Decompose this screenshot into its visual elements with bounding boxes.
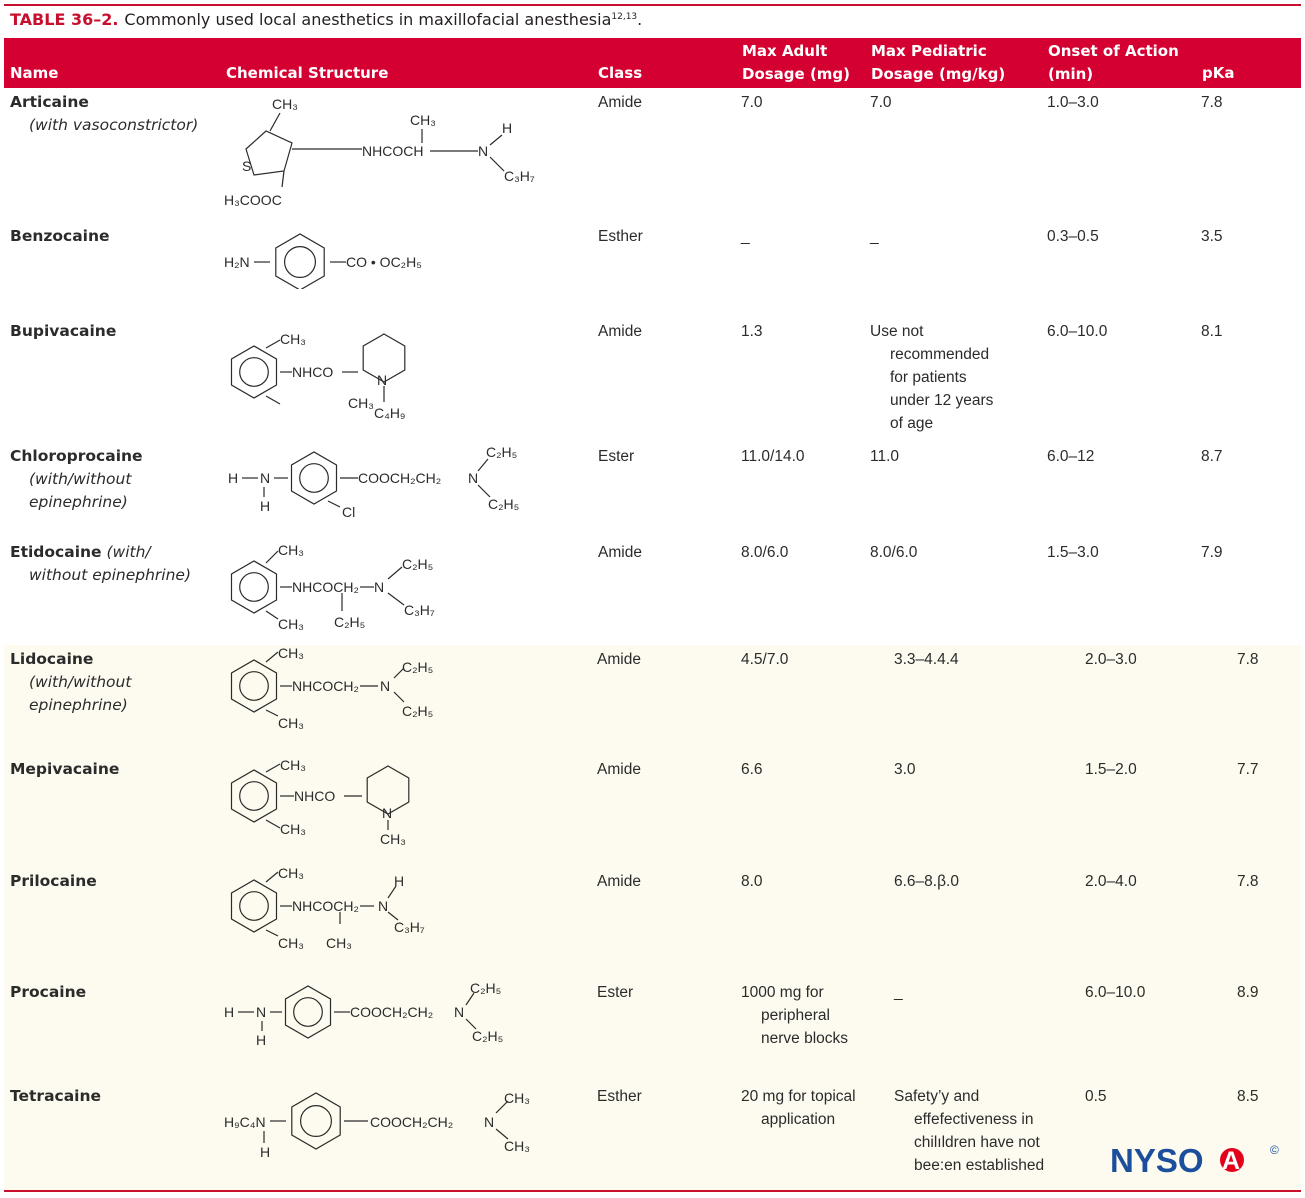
adult-dosage-line: 6.6: [741, 761, 763, 778]
drug-name: Lidocaine: [10, 650, 94, 668]
aromatic-circle: [240, 573, 269, 602]
struct-label: N: [454, 1004, 465, 1020]
onset-cell: 1.5–3.0: [1047, 544, 1099, 561]
drug-name: Etidocaine: [10, 543, 102, 561]
struct-label: C₂H₅: [402, 556, 434, 572]
logo-copyright-mark: ©: [1270, 1143, 1279, 1157]
struct-label: C₂H₅: [402, 659, 434, 675]
logo-ring-letter: A: [1222, 1147, 1241, 1175]
struct-label: NHCOCH₂: [292, 898, 359, 914]
adult-dosage-cell: [741, 320, 763, 343]
header-adult: [742, 40, 850, 86]
adult-dosage-line: 8.0/6.0: [741, 544, 789, 561]
drug-note: epinephrine): [29, 493, 128, 511]
struct-label: H₂N: [224, 254, 250, 270]
class-cell: Ester: [597, 984, 634, 1001]
pka-cell: 7.7: [1237, 761, 1259, 778]
onset-cell: 6.0–12: [1047, 448, 1095, 465]
class-cell: Amide: [598, 544, 642, 561]
struct-label: CH₃: [280, 757, 306, 773]
struct-label: H: [260, 498, 271, 514]
bond-line: [328, 501, 340, 507]
pediatric-dosage-line: recommended: [890, 346, 990, 363]
drug-name: Prilocaine: [10, 872, 97, 890]
bond-line: [266, 710, 278, 716]
pka-cell: 7.8: [1237, 651, 1259, 668]
header-adult-line2: Dosage (mg): [742, 65, 851, 83]
pediatric-dosage-line: Use not: [870, 323, 924, 340]
nysora-logo-text: NYSO: [1110, 1142, 1204, 1179]
adult-dosage-cell: [741, 541, 788, 564]
struct-label: CH₃: [504, 1138, 530, 1154]
struct-label: CH₃: [410, 112, 436, 128]
pediatric-dosage-line: _: [870, 228, 879, 245]
header-adult-line1: Max Adult: [742, 42, 828, 60]
header-class: Class: [598, 64, 643, 82]
header-ped-line1: Max Pediatric: [871, 42, 987, 60]
struct-label: H: [260, 1144, 271, 1160]
struct-label: N: [380, 678, 391, 694]
name-cell: [10, 758, 119, 781]
struct-label: CH₃: [278, 935, 304, 951]
header-onset-line1: Onset of Action: [1048, 42, 1179, 60]
adult-dosage-cell: [741, 445, 805, 468]
pediatric-dosage-line: chilıldren have not: [914, 1134, 1040, 1151]
name-cell: [10, 445, 143, 514]
bond-line: [388, 593, 404, 605]
struct-label: NHCOCH: [362, 143, 424, 159]
bond-line: [266, 611, 278, 619]
struct-label: CH₃: [348, 395, 374, 411]
chemical-structure: [222, 638, 452, 734]
onset-cell: 0.3–0.5: [1047, 228, 1099, 245]
drug-name: Chloroprocaine: [10, 447, 143, 465]
thiophene-ring: [246, 131, 292, 175]
struct-label: NHCO: [294, 788, 336, 804]
bond-line: [388, 567, 402, 579]
onset-cell: 0.5: [1085, 1088, 1107, 1105]
pka-cell: 8.5: [1237, 1088, 1259, 1105]
adult-dosage-line: 8.0: [741, 873, 763, 890]
adult-dosage-cell: [741, 225, 750, 248]
struct-label: CH₃: [272, 96, 298, 112]
aromatic-circle: [240, 358, 269, 387]
table-header: [4, 38, 1301, 88]
chemical-structure: [222, 539, 462, 635]
caption-text: Commonly used local anesthetics in maxillofacial anesthesia: [124, 10, 612, 29]
struct-label: CO • OC₂H₅: [346, 254, 422, 270]
adult-dosage-line: peripheral: [761, 1007, 830, 1024]
header-ped-line2: Dosage (mg/kg): [871, 65, 1006, 83]
drug-note: epinephrine): [29, 696, 128, 714]
pediatric-dosage-line: effefectiveness in: [914, 1111, 1034, 1128]
pediatric-dosage-cell: [870, 91, 892, 114]
nysora-logo: [1110, 1140, 1285, 1180]
caption-refs: 12,13: [611, 12, 638, 22]
drug-name: Articaine: [10, 93, 89, 111]
struct-label: N: [256, 1004, 267, 1020]
benzene-ring: [292, 452, 337, 504]
struct-label: N: [484, 1114, 495, 1130]
header-name: Name: [10, 64, 59, 82]
struct-label: H₉C₄N: [224, 1114, 266, 1130]
top-rule: [4, 4, 1301, 6]
bond-line: [266, 872, 278, 882]
table-label: TABLE 36–2.: [10, 10, 119, 29]
chemical-structure: [222, 1085, 542, 1169]
bond-line: [394, 692, 404, 702]
pediatric-dosage-line: _: [894, 984, 903, 1001]
struct-label: S: [242, 158, 252, 174]
struct-label: N: [468, 470, 479, 486]
adult-dosage-cell: [741, 648, 788, 671]
struct-label: C₃H₇: [394, 919, 425, 935]
adult-dosage-cell: [741, 870, 763, 893]
struct-label: CH₃: [278, 865, 304, 881]
header-structure: Chemical Structure: [226, 64, 389, 82]
class-cell: Amide: [597, 873, 641, 890]
pediatric-dosage-line: 6.6–8.β.0: [894, 873, 959, 890]
onset-cell: 1.0–3.0: [1047, 94, 1099, 111]
caption-end: .: [637, 10, 643, 29]
struct-label: CH₃: [278, 542, 304, 558]
benzene-ring: [232, 770, 277, 822]
aromatic-circle: [301, 1106, 332, 1137]
struct-label: H: [394, 873, 405, 889]
benzene-ring: [292, 1093, 340, 1149]
struct-label: CH₃: [326, 935, 352, 951]
chemical-structure: [222, 91, 552, 211]
bond-line: [478, 459, 488, 471]
drug-note: without epinephrine): [29, 566, 191, 584]
pediatric-dosage-cell: [870, 225, 879, 248]
struct-label: H: [224, 1004, 235, 1020]
struct-label: CH₃: [278, 715, 304, 731]
drug-name: Procaine: [10, 983, 87, 1001]
aromatic-circle: [240, 782, 269, 811]
struct-label: COOCH₂CH₂: [370, 1114, 454, 1130]
pka-cell: 8.1: [1201, 323, 1223, 340]
struct-label: CH₃: [380, 831, 406, 847]
drug-name: Bupivacaine: [10, 322, 117, 340]
pediatric-dosage-line: 11.0: [870, 448, 900, 465]
struct-label: NHCO: [292, 364, 334, 380]
aromatic-circle: [240, 672, 269, 701]
benzene-ring: [232, 880, 277, 932]
struct-label: C₄H₉: [374, 405, 406, 421]
struct-label: C₂H₅: [470, 980, 502, 996]
drug-name: Benzocaine: [10, 227, 110, 245]
class-cell: Ester: [598, 448, 635, 465]
pediatric-dosage-line: under 12 years: [890, 392, 994, 409]
struct-label: COOCH₂CH₂: [358, 470, 442, 486]
struct-label: C₂H₅: [472, 1028, 504, 1044]
pediatric-dosage-cell: [894, 870, 959, 893]
table-caption: [10, 10, 642, 30]
struct-label: H₃COOC: [224, 192, 282, 208]
benzene-ring: [286, 986, 331, 1038]
name-cell: [10, 91, 198, 137]
adult-dosage-line: 7.0: [741, 94, 763, 111]
chemical-structure: [222, 443, 532, 523]
struct-label: N: [260, 470, 271, 486]
pediatric-dosage-cell: [870, 541, 917, 564]
struct-label: CH₃: [504, 1090, 530, 1106]
pediatric-dosage-cell: [894, 981, 903, 1004]
chemical-structure: [222, 862, 452, 954]
bond-line: [266, 764, 280, 772]
bond-line: [266, 930, 278, 936]
name-cell: [10, 320, 116, 343]
onset-cell: 2.0–3.0: [1085, 651, 1137, 668]
header-onset-line2: (min): [1048, 65, 1094, 83]
struct-label: NHCOCH₂: [292, 678, 359, 694]
onset-cell: 6.0–10.0: [1047, 323, 1108, 340]
aromatic-circle: [285, 247, 316, 278]
header-onset: [1048, 40, 1179, 86]
bond-line: [266, 396, 280, 404]
bond-line: [266, 551, 278, 563]
struct-label: C₃H₇: [504, 168, 535, 184]
name-cell: [10, 870, 97, 893]
aromatic-circle: [294, 998, 323, 1027]
shaded-section: [4, 645, 1301, 1190]
adult-dosage-line: _: [741, 228, 750, 245]
pediatric-dosage-line: 3.3–4.4.4: [894, 651, 959, 668]
adult-dosage-line: 20 mg for topical: [741, 1088, 856, 1105]
pediatric-dosage-line: 3.0: [894, 761, 916, 778]
benzene-ring: [232, 660, 277, 712]
header-pka: pKa: [1202, 64, 1235, 82]
pediatric-dosage-line: 7.0: [870, 94, 892, 111]
struct-label: H: [502, 120, 513, 136]
name-cell: [10, 1085, 101, 1108]
drug-name: Tetracaine: [10, 1087, 102, 1105]
pediatric-dosage-line: Safety’y and: [894, 1088, 980, 1105]
adult-dosage-line: application: [761, 1111, 836, 1128]
class-cell: Esther: [598, 228, 643, 245]
struct-label: Cl: [342, 504, 356, 520]
onset-cell: 1.5–2.0: [1085, 761, 1137, 778]
adult-dosage-line: nerve blocks: [761, 1030, 849, 1047]
bond-line: [266, 340, 280, 348]
struct-label: N: [374, 579, 385, 595]
adult-dosage-cell: [741, 1085, 856, 1131]
name-cell: [10, 541, 191, 587]
bond-line: [490, 157, 504, 171]
benzene-ring: [276, 234, 324, 289]
class-cell: Amide: [597, 651, 641, 668]
aromatic-circle: [240, 892, 269, 921]
benzene-ring: [232, 561, 277, 613]
pka-cell: 7.8: [1237, 873, 1259, 890]
name-cell: [10, 225, 110, 248]
bond-line: [266, 820, 280, 828]
chemical-structure: [222, 977, 512, 1053]
chemical-structure: [222, 318, 452, 424]
struct-label: C₂H₅: [486, 444, 518, 460]
struct-label: N: [378, 898, 389, 914]
pka-cell: 7.8: [1201, 94, 1223, 111]
bond-line: [490, 135, 502, 145]
struct-label: C₂H₅: [488, 496, 520, 512]
drug-note: (with/without: [29, 470, 132, 488]
adult-dosage-line: 4.5/7.0: [741, 651, 789, 668]
struct-label: C₂H₅: [402, 703, 434, 719]
bond-line: [270, 113, 280, 131]
drug-name: Mepivacaine: [10, 760, 120, 778]
struct-label: C₃H₇: [404, 602, 435, 618]
bottom-rule: [4, 1190, 1301, 1192]
bond-line: [266, 652, 278, 662]
class-cell: Esther: [597, 1088, 642, 1105]
struct-label: H: [228, 470, 239, 486]
onset-cell: 6.0–10.0: [1085, 984, 1146, 1001]
adult-dosage-cell: [741, 91, 763, 114]
adult-dosage-line: 1000 mg for: [741, 984, 824, 1001]
struct-label: C₂H₅: [334, 614, 366, 630]
pka-cell: 8.9: [1237, 984, 1259, 1001]
drug-note: (with vasoconstrictor): [29, 116, 199, 134]
benzene-ring: [232, 346, 277, 398]
adult-dosage-line: 1.3: [741, 323, 763, 340]
pka-cell: 8.7: [1201, 448, 1223, 465]
struct-label: N: [382, 805, 393, 821]
pediatric-dosage-line: of age: [890, 415, 934, 432]
pediatric-dosage-line: bee:en established: [914, 1157, 1045, 1174]
pka-cell: 3.5: [1201, 228, 1223, 245]
pediatric-dosage-cell: [870, 445, 899, 468]
pediatric-dosage-line: for patients: [890, 369, 967, 386]
class-cell: Amide: [598, 94, 642, 111]
chemical-structure: [222, 229, 462, 289]
class-cell: Amide: [598, 323, 642, 340]
class-cell: Amide: [597, 761, 641, 778]
struct-label: N: [478, 143, 489, 159]
adult-dosage-line: 11.0/14.0: [741, 448, 805, 465]
onset-cell: 2.0–4.0: [1085, 873, 1137, 890]
aromatic-circle: [300, 464, 329, 493]
struct-label: CH₃: [280, 331, 306, 347]
pediatric-dosage-cell: [894, 758, 916, 781]
struct-label: CH₃: [278, 616, 304, 632]
drug-note: (with/: [106, 543, 151, 561]
name-cell: [10, 981, 86, 1004]
bond-line: [282, 171, 284, 187]
chemical-structure: [222, 752, 452, 852]
pediatric-dosage-cell: [894, 1085, 1044, 1177]
pediatric-dosage-cell: [894, 648, 959, 671]
pediatric-dosage-line: 8.0/6.0: [870, 544, 918, 561]
name-cell: [10, 648, 131, 717]
struct-label: H: [256, 1032, 267, 1048]
pka-cell: 7.9: [1201, 544, 1223, 561]
adult-dosage-cell: [741, 758, 763, 781]
struct-label: COOCH₂CH₂: [350, 1004, 434, 1020]
header-pediatric: [871, 40, 1005, 86]
adult-dosage-cell: [741, 981, 848, 1050]
struct-label: N: [377, 372, 388, 388]
drug-note: (with/without: [29, 673, 132, 691]
struct-label: NHCOCH₂: [292, 579, 359, 595]
struct-label: CH₃: [280, 821, 306, 837]
pediatric-dosage-cell: [870, 320, 993, 435]
struct-label: CH₃: [278, 645, 304, 661]
